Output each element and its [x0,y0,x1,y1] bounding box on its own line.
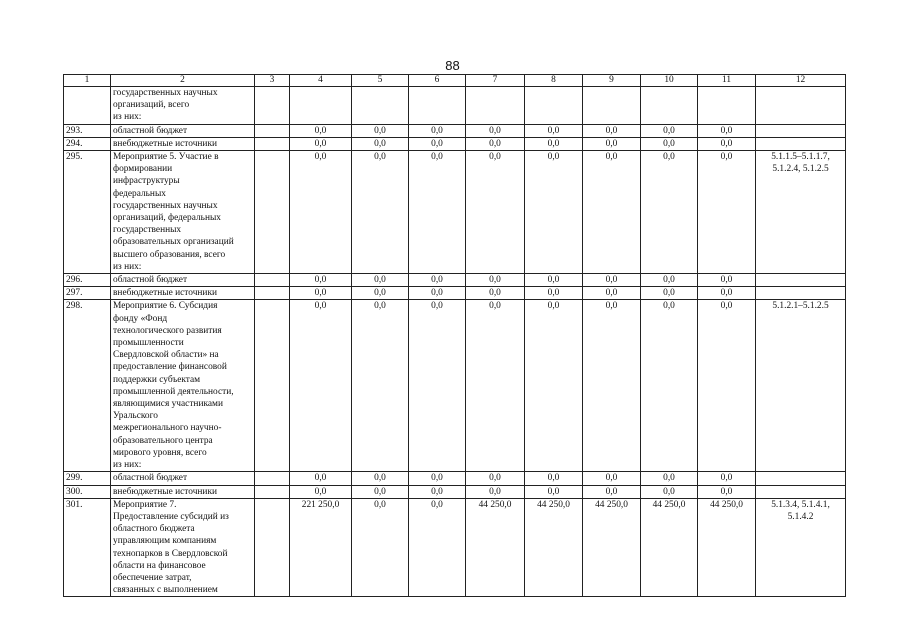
table-row [64,498,846,597]
row-value: 0,0 [409,485,466,498]
row-col3 [255,485,290,498]
table-row [64,151,846,274]
row-value: 0,0 [641,124,698,137]
row-value: 0,0 [409,300,466,472]
row-value: 0,0 [409,137,466,150]
row-value: 0,0 [525,485,583,498]
row-value [290,87,352,125]
row-col3 [255,498,290,597]
row-value: 0,0 [352,151,409,274]
row-value: 0,0 [409,287,466,300]
row-value: 0,0 [698,137,756,150]
row-value: 0,0 [583,124,641,137]
row-value: 0,0 [352,300,409,472]
row-col3 [255,472,290,485]
row-value: 0,0 [290,300,352,472]
row-value [583,87,641,125]
row-value: 221 250,0 [290,498,352,597]
row-value [641,87,698,125]
row-target-indicators: 5.1.3.4, 5.1.4.1, 5.1.4.2 [756,498,846,597]
row-value: 0,0 [583,274,641,287]
page-number: 88 [445,58,460,73]
column-header: 1 [64,75,111,87]
row-name: государственных научных организаций, всего из них: [111,87,255,125]
row-value: 0,0 [290,137,352,150]
row-col3 [255,287,290,300]
row-value: 0,0 [698,472,756,485]
column-header: 5 [352,75,409,87]
row-number: 299. [64,472,111,485]
row-value: 0,0 [466,274,525,287]
row-value: 0,0 [290,485,352,498]
row-value: 0,0 [466,124,525,137]
row-name: областной бюджет [111,472,255,485]
column-header: 8 [525,75,583,87]
row-number: 300. [64,485,111,498]
row-value: 0,0 [525,151,583,274]
row-value: 0,0 [352,287,409,300]
row-value: 0,0 [290,287,352,300]
row-col3 [255,124,290,137]
row-value: 44 250,0 [583,498,641,597]
row-target-indicators [756,137,846,150]
table-row [64,137,846,150]
row-value: 0,0 [583,137,641,150]
row-col3 [255,300,290,472]
column-header: 7 [466,75,525,87]
row-value: 0,0 [525,472,583,485]
row-col3 [255,274,290,287]
row-value: 0,0 [352,485,409,498]
table-row [64,472,846,485]
row-value: 44 250,0 [525,498,583,597]
row-value [698,87,756,125]
row-value: 0,0 [641,137,698,150]
row-target-indicators [756,87,846,125]
row-value: 0,0 [352,498,409,597]
column-header: 3 [255,75,290,87]
row-value: 0,0 [525,287,583,300]
row-value: 0,0 [466,472,525,485]
row-target-indicators [756,472,846,485]
row-value: 0,0 [525,137,583,150]
row-value [525,87,583,125]
row-number [64,87,111,125]
row-number: 293. [64,124,111,137]
row-value: 0,0 [466,485,525,498]
column-header: 6 [409,75,466,87]
row-value: 0,0 [698,151,756,274]
row-value: 0,0 [409,472,466,485]
table-row [64,287,846,300]
row-value: 0,0 [698,274,756,287]
row-value: 0,0 [641,485,698,498]
row-name: внебюджетные источники [111,287,255,300]
row-value: 0,0 [525,300,583,472]
row-value: 0,0 [409,498,466,597]
row-number: 298. [64,300,111,472]
row-value: 0,0 [290,124,352,137]
row-value [466,87,525,125]
row-value: 0,0 [583,300,641,472]
row-target-indicators: 5.1.2.1–5.1.2.5 [756,300,846,472]
row-target-indicators [756,485,846,498]
row-value [409,87,466,125]
row-value: 0,0 [290,151,352,274]
row-value: 0,0 [466,300,525,472]
column-header: 10 [641,75,698,87]
row-target-indicators [756,274,846,287]
table-row [64,87,846,125]
row-name: внебюджетные источники [111,137,255,150]
table-body [64,87,846,597]
row-target-indicators [756,124,846,137]
row-number: 296. [64,274,111,287]
row-number: 297. [64,287,111,300]
row-value: 0,0 [641,300,698,472]
row-col3 [255,137,290,150]
row-value: 44 250,0 [466,498,525,597]
row-value: 44 250,0 [641,498,698,597]
row-value: 0,0 [352,274,409,287]
row-value: 0,0 [698,300,756,472]
row-value: 0,0 [583,472,641,485]
row-value: 0,0 [641,274,698,287]
row-value: 0,0 [290,472,352,485]
row-value: 0,0 [583,287,641,300]
row-number: 295. [64,151,111,274]
row-value: 0,0 [409,151,466,274]
row-value: 0,0 [698,124,756,137]
row-name: Мероприятие 5. Участие в формировании инфраструктуры федеральных государственных научных организаций, федеральных государственных образовательных организаций высшего образования, всего из них: [111,151,255,274]
column-number-header [64,75,846,87]
row-value: 0,0 [409,124,466,137]
row-name: Мероприятие 6. Субсидия фонду «Фонд технологического развития промышленности Свердловской области» на предоставление финансовой поддержки субъектам промышленной деятельности, являющимися участниками Уральского межрегионального научно- образовательного центра мирового уровня, всего из них: [111,300,255,472]
row-value: 0,0 [466,151,525,274]
row-value: 0,0 [583,485,641,498]
row-value: 0,0 [525,124,583,137]
row-value: 0,0 [352,137,409,150]
row-value: 0,0 [698,485,756,498]
table-row [64,124,846,137]
row-col3 [255,87,290,125]
row-number: 294. [64,137,111,150]
row-target-indicators: 5.1.1.5–5.1.1.7, 5.1.2.4, 5.1.2.5 [756,151,846,274]
table-row [64,274,846,287]
row-target-indicators [756,287,846,300]
row-name: Мероприятие 7. Предоставление субсидий из областного бюджета управляющим компаниям технопарков в Свердловской области на финансовое обеспечение затрат, связанных с выполнением [111,498,255,597]
row-name: областной бюджет [111,124,255,137]
row-value: 0,0 [641,287,698,300]
row-value: 0,0 [352,124,409,137]
table-row [64,485,846,498]
row-value: 0,0 [525,274,583,287]
row-value: 0,0 [641,151,698,274]
row-name: внебюджетные источники [111,485,255,498]
row-value: 0,0 [641,472,698,485]
column-header: 11 [698,75,756,87]
row-value: 0,0 [466,137,525,150]
row-name: областной бюджет [111,274,255,287]
row-value [352,87,409,125]
row-value: 0,0 [583,151,641,274]
row-col3 [255,151,290,274]
row-value: 0,0 [290,274,352,287]
budget-table [63,74,846,597]
column-header: 4 [290,75,352,87]
row-value: 0,0 [466,287,525,300]
column-header: 2 [111,75,255,87]
row-value: 0,0 [698,287,756,300]
row-value: 0,0 [409,274,466,287]
row-value: 44 250,0 [698,498,756,597]
row-value: 0,0 [352,472,409,485]
table-row [64,300,846,472]
row-number: 301. [64,498,111,597]
column-header: 12 [756,75,846,87]
column-header: 9 [583,75,641,87]
